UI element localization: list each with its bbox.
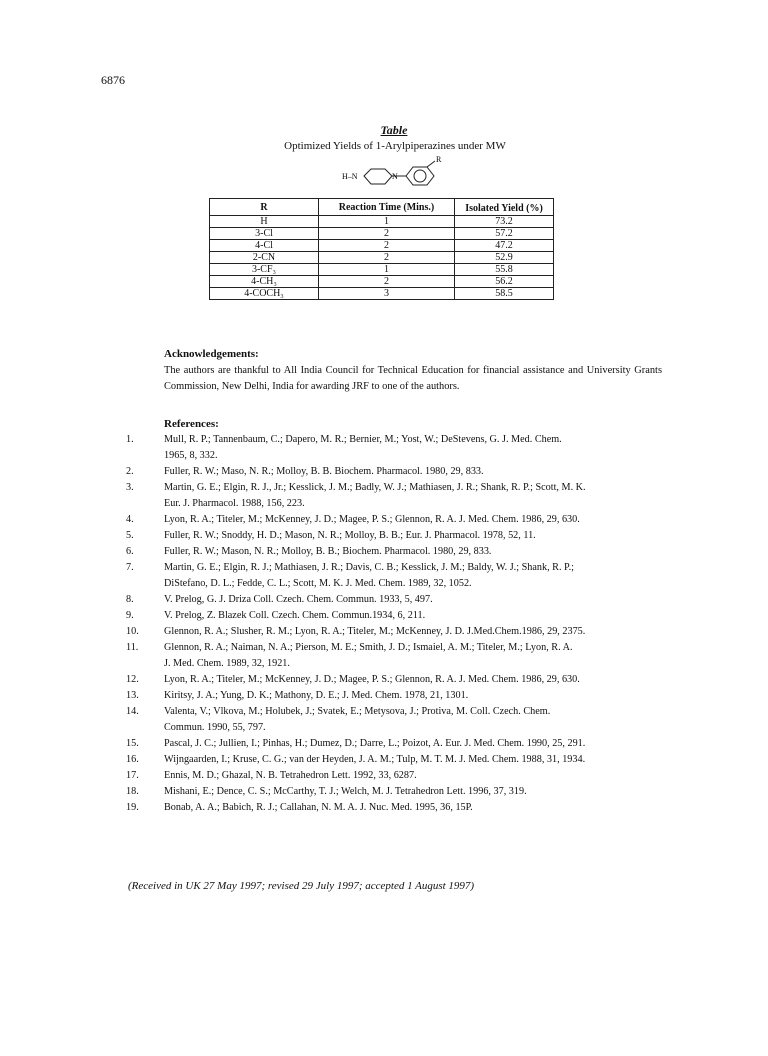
reference-item [0,800,768,816]
references-list [0,432,768,816]
references-heading: References: [164,418,219,430]
reference-text [164,704,674,736]
reference-line: Wijngaarden, I.; Kruse, C. G.; van der Heyden, J. A. M.; Tulp, M. T. M. J. Med. Chem. 1988, 31, 1934. [164,754,586,765]
reference-text [164,672,674,688]
reference-line: 1965, 8, 332. [164,450,218,461]
reference-line: Fuller, R. W.; Mason, N. R.; Molloy, B. B.; Biochem. Pharmacol. 1980, 29, 833. [164,546,492,557]
table-cell: 2 [319,228,455,240]
reference-text [164,464,674,480]
reference-line: Kiritsy, J. A.; Yung, D. K.; Mathony, D. E.; J. Med. Chem. 1978, 21, 1301. [164,690,469,701]
table-caption: Optimized Yields of 1-Arylpiperazines under MW [284,140,506,152]
table-row [210,216,554,228]
reference-item [0,528,768,544]
table-cell: 2 [319,276,455,288]
reference-text [164,544,674,560]
table-cell: 4-Cl [210,240,319,252]
table-cell: H [210,216,319,228]
reference-number: 4. [126,514,134,525]
reference-item [0,768,768,784]
reference-number: 3. [126,482,134,493]
table-body [210,216,554,300]
structure-label-n: N [392,172,398,181]
reference-text [164,512,674,528]
reference-item [0,640,768,672]
table-header [0,123,768,153]
reference-item [0,544,768,560]
reference-text [164,752,674,768]
acknowledgements-text: The authors are thankful to All India Council for Technical Education for financial assistance and University Grants Commission, New Delhi, India for awarding JRF to one of the authors. [164,365,662,392]
reference-line: Valenta, V.; Vlkova, M.; Holubek, J.; Svatek, E.; Metysova, J.; Protiva, M. Coll. Czech. Chem. [164,706,551,717]
reference-line: Martin, G. E.; Elgin, R. J., Jr.; Kesslick, J. M.; Badly, W. J.; Mathiasen, J. R.; Shank, R. P.; Scott, M. K. [164,482,586,493]
structure-label-nh: H–N [342,172,358,181]
reference-number: 10. [126,626,139,637]
reference-text [164,592,674,608]
reference-text [164,624,674,640]
reference-line: Ennis, M. D.; Ghazal, N. B. Tetrahedron Lett. 1992, 33, 6287. [164,770,417,781]
reference-number: 12. [126,674,139,685]
reference-text [164,560,674,592]
table-row [210,276,554,288]
reference-number: 14. [126,706,139,717]
structure-label-r: R [436,156,442,164]
reference-item [0,704,768,736]
reference-number: 19. [126,802,139,813]
reference-item [0,752,768,768]
reference-line: Lyon, R. A.; Titeler, M.; McKenney, J. D.; Magee, P. S.; Glennon, R. A. J. Med. Chem. 1986, 29, 630. [164,514,580,525]
reference-number: 17. [126,770,139,781]
reference-item [0,608,768,624]
table-cell: 57.2 [455,228,554,240]
reference-line: Glennon, R. A.; Naiman, N. A.; Pierson, M. E.; Smith, J. D.; Ismaiel, A. M.; Titeler, M.; Lyon, R. A. [164,642,573,653]
table-title: Table [380,123,408,137]
table-cell: 2-CN [210,252,319,264]
reference-item [0,464,768,480]
reference-text [164,800,674,816]
table-cell: 3-CF₃ [210,264,319,276]
header-r: R [210,199,319,216]
table-row [210,252,554,264]
reference-line: V. Prelog, Z. Blazek Coll. Czech. Chem. Commun.1934, 6, 211. [164,610,426,621]
reference-line: Martin, G. E.; Elgin, R. J.; Mathiasen, J. R.; Davis, C. B.; Kesslick, J. M.; Baldy, W. J.; Shank, R. P.; [164,562,574,573]
table-row [210,240,554,252]
received-note: (Received in UK 27 May 1997; revised 29 July 1997; accepted 1 August 1997) [128,880,475,892]
reference-item [0,512,768,528]
reference-item [0,592,768,608]
table-cell: 58.5 [455,288,554,300]
reference-item [0,672,768,688]
reference-number: 18. [126,786,139,797]
reference-text [164,784,674,800]
reference-number: 15. [126,738,139,749]
table-cell: 56.2 [455,276,554,288]
reference-number: 5. [126,530,134,541]
reference-number: 7. [126,562,134,573]
acknowledgements-heading: Acknowledgements: [164,348,259,360]
table-cell: 1 [319,264,455,276]
table-cell: 3-Cl [210,228,319,240]
table-cell: 47.2 [455,240,554,252]
reference-line: Fuller, R. W.; Maso, N. R.; Molloy, B. B. Biochem. Pharmacol. 1980, 29, 833. [164,466,484,477]
table-cell: 55.8 [455,264,554,276]
table-row [210,264,554,276]
table-cell: 73.2 [455,216,554,228]
table-row [210,288,554,300]
reference-item [0,688,768,704]
reference-number: 16. [126,754,139,765]
table-cell: 1 [319,216,455,228]
reference-line: Glennon, R. A.; Slusher, R. M.; Lyon, R. A.; Titeler, M.; McKenney, J. D. J.Med.Chem.1986, 29, 2375. [164,626,586,637]
reference-line: Commun. 1990, 55, 797. [164,722,266,733]
reference-text [164,432,674,464]
reference-text [164,736,674,752]
page-number: 6876 [101,73,125,87]
reference-number: 1. [126,434,134,445]
header-isolated-yield: Isolated Yield (%) [455,199,554,216]
reference-number: 2. [126,466,134,477]
reference-line: Mull, R. P.; Tannenbaum, C.; Dapero, M. R.; Bernier, M.; Yost, W.; DeStevens, G. J. Med. Chem. [164,434,562,445]
reference-text [164,528,674,544]
table-cell: 52.9 [455,252,554,264]
reference-line: Eur. J. Pharmacol. 1988, 156, 223. [164,498,305,509]
reference-number: 11. [126,642,139,653]
reference-line: DiStefano, D. L.; Fedde, C. L.; Scott, M. K. J. Med. Chem. 1989, 32, 1052. [164,578,472,589]
reference-number: 8. [126,594,134,605]
table-cell: 2 [319,252,455,264]
reference-text [164,688,674,704]
table-row [210,228,554,240]
reference-item [0,432,768,464]
reference-number: 13. [126,690,139,701]
table-cell: 4-COCH₃ [210,288,319,300]
reference-line: Mishani, E.; Dence, C. S.; McCarthy, T. J.; Welch, M. J. Tetrahedron Lett. 1996, 37, 319. [164,786,527,797]
reference-item [0,560,768,592]
reference-line: Fuller, R. W.; Snoddy, H. D.; Mason, N. R.; Molloy, B. B.; Eur. J. Pharmacol. 1978, 52, 11. [164,530,536,541]
reference-line: V. Prelog, G. J. Driza Coll. Czech. Chem. Commun. 1933, 5, 497. [164,594,433,605]
table-cell: 3 [319,288,455,300]
yields-table [209,198,554,300]
reference-text [164,480,674,512]
reference-item [0,624,768,640]
reference-line: Pascal, J. C.; Jullien, I.; Pinhas, H.; Dumez, D.; Darre, L.; Poizot, A. Eur. J. Med. Chem. 1990, 25, 291. [164,738,586,749]
reference-item [0,736,768,752]
reference-text [164,768,674,784]
table-cell: 2 [319,240,455,252]
reference-line: Lyon, R. A.; Titeler, M.; McKenney, J. D.; Magee, P. S.; Glennon, R. A. J. Med. Chem. 1986, 29, 630. [164,674,580,685]
reference-number: 6. [126,546,134,557]
arylpiperazine-structure-icon [340,156,450,198]
reference-text [164,608,674,624]
reference-line: Bonab, A. A.; Babich, R. J.; Callahan, N. M. A. J. Nuc. Med. 1995, 36, 15P. [164,802,473,813]
reference-text [164,640,674,672]
table-cell: 4-CH₃ [210,276,319,288]
reference-line: J. Med. Chem. 1989, 32, 1921. [164,658,290,669]
header-reaction-time: Reaction Time (Mins.) [319,199,455,216]
reference-item [0,480,768,512]
reference-number: 9. [126,610,134,621]
reference-item [0,784,768,800]
